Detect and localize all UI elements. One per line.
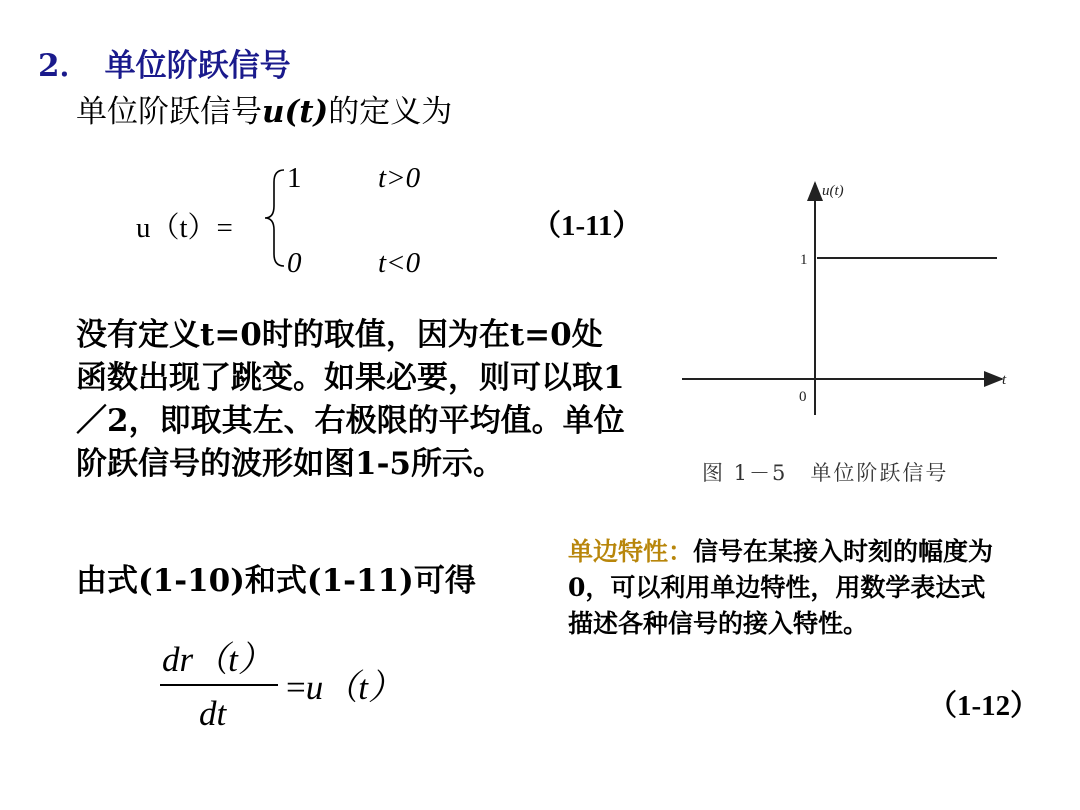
fraction-bar <box>160 684 278 686</box>
intro-prefix: 单位阶跃信号 <box>76 94 262 130</box>
level-one-label: 1 <box>800 252 808 268</box>
origin-label: 0 <box>799 389 807 405</box>
definition-lhs: u（t）= <box>136 212 233 244</box>
y-axis-label: u(t) <box>822 183 844 199</box>
left-brace <box>262 168 288 268</box>
intro-suffix: 的定义为 <box>328 94 453 130</box>
section-number: 2． <box>38 48 91 84</box>
case2-condition: t<0 <box>378 247 421 279</box>
case1-condition: t>0 <box>378 162 421 194</box>
rhs-u: u <box>305 668 324 707</box>
unit-step-figure <box>672 165 1032 495</box>
rhs-arg: （t） <box>323 668 403 707</box>
section-title <box>38 40 291 85</box>
section-title-text: 单位阶跃信号 <box>104 48 291 84</box>
note-key: 单边特性： <box>568 537 694 566</box>
case2-value: 0 <box>287 247 302 279</box>
intro-symbol: u(t) <box>262 94 329 130</box>
equation-number-1-11: （1-11） <box>532 210 642 242</box>
figure-caption: 图 1－5 单位阶跃信号 <box>702 461 949 485</box>
equation-rhs <box>286 660 403 710</box>
case1-value: 1 <box>287 162 302 194</box>
fraction-denominator: dt <box>199 694 227 733</box>
equals-sign: = <box>286 668 306 707</box>
definition-intro <box>76 86 452 131</box>
note-text: 信号在某接入时刻的幅度为0，可以利用单边特性，用数学表达式描述各种信号的接入特性。 <box>568 537 994 638</box>
x-axis-label: t <box>1002 372 1007 388</box>
equation-number-1-12: （1-12） <box>928 690 1040 722</box>
explanation-paragraph: 没有定义t=0时的取值，因为在t=0处函数出现了跳变。如果必要，则可以取1／2，即取其左、右极限的平均值。单位阶跃信号的波形如图1-5所示。 <box>76 317 625 482</box>
fraction-numerator: dr（t） <box>162 640 273 679</box>
derivation-intro: 由式(1-10)和式(1-11)可得 <box>76 563 476 599</box>
one-sided-property-note <box>568 534 1008 642</box>
